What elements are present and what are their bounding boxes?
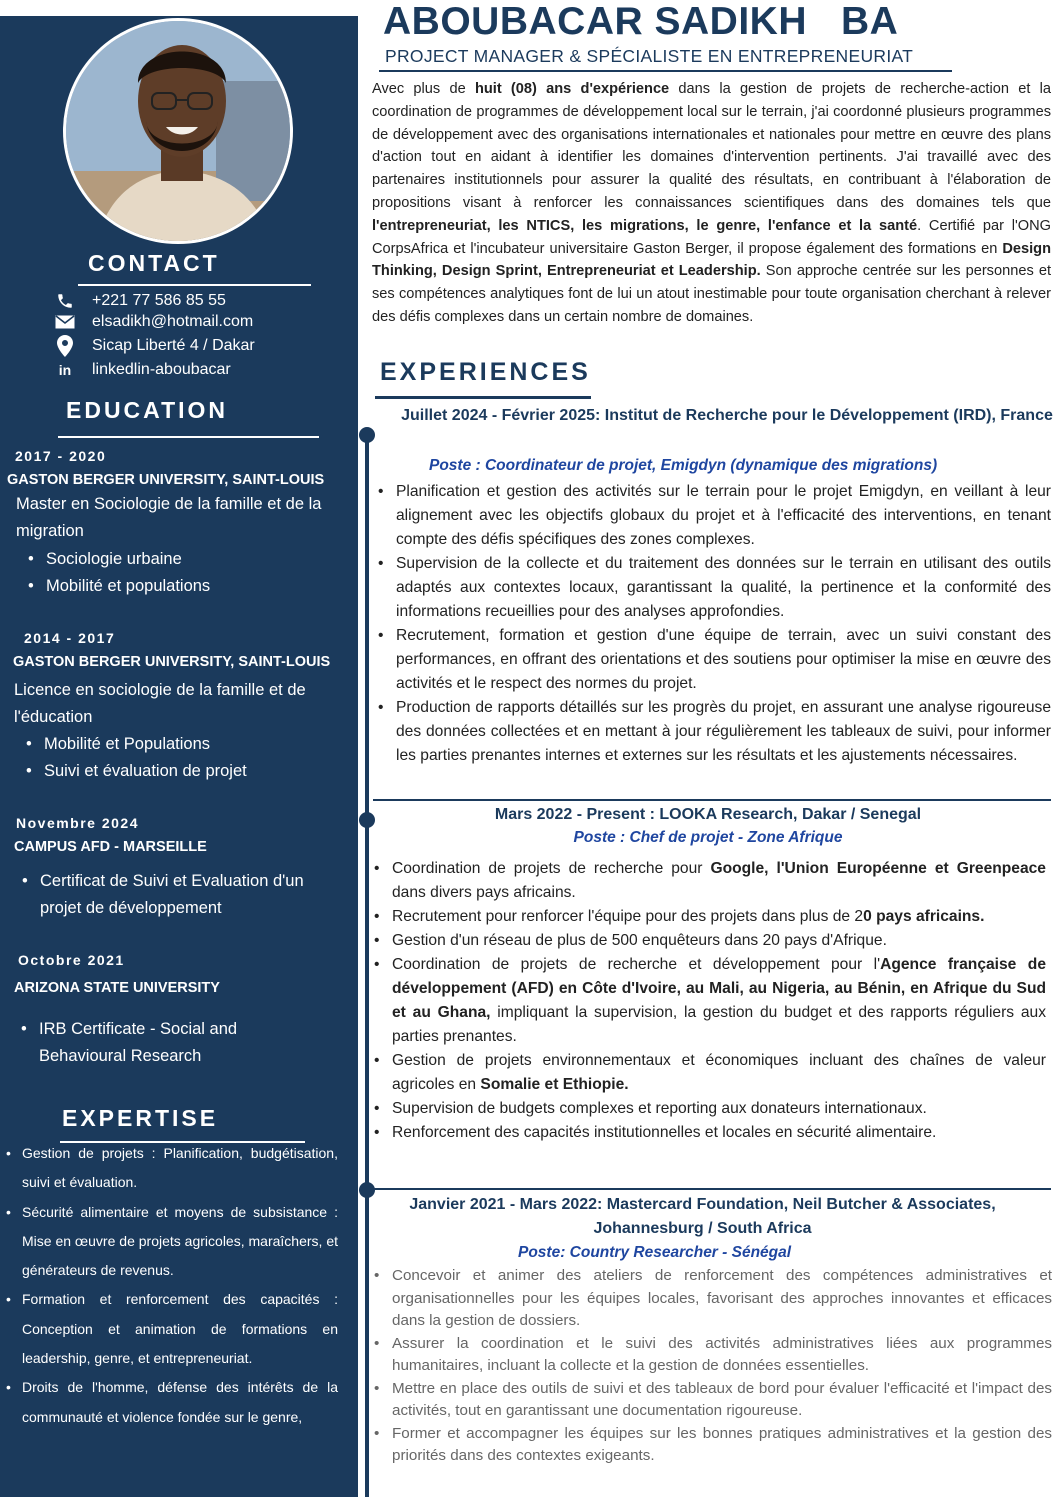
education-degree: Master en Sociologie de la famille et de la migration xyxy=(16,495,322,540)
list-item: • Droits de l'homme, défense des intérêts de la communauté et violence fondée sur le genre, xyxy=(0,1373,338,1432)
list-item-highlight: 0 pays africains. xyxy=(863,908,985,925)
address-text: Sicap Liberté 4 / Dakar xyxy=(92,337,255,354)
location-icon xyxy=(52,335,78,357)
list-item-text: Coordination de projets de recherche pour xyxy=(392,860,711,877)
summary-highlight: l'entrepreneuriat, les NTICS, les migrations, le genre, l'enfance et la santé xyxy=(372,217,918,234)
contact-divider xyxy=(78,284,311,286)
list-item: • Sécurité alimentaire et moyens de subsistance : Mise en œuvre de projets agricoles, maraîchers, et générateurs de revenus. xyxy=(0,1198,338,1286)
contact-address xyxy=(52,335,255,357)
job-title: Juillet 2024 - Février 2025: Institut de Recherche pour le Développement (IRD), France xyxy=(401,407,1053,424)
summary-text: Son approche centrée sur les personnes et ses compétences analytiques font de lui un atout inestimable pour toute organisation cherchant à relever des défis complexes dans un certain nombre de domaines. xyxy=(372,263,1051,325)
contact-phone xyxy=(52,290,226,312)
timeline-dot xyxy=(359,427,375,443)
summary-text: . Certifié par l'ONG CorpsAfrica et l'incubateur universitaire Gaston Berger, il propose également des formations en xyxy=(372,217,1051,257)
list-item: • Sociologie urbaine xyxy=(24,546,210,573)
job-post: Poste : Chef de projet - Zone Afrique xyxy=(573,829,843,846)
contact-heading: CONTACT xyxy=(88,250,220,276)
job-divider xyxy=(373,1188,1051,1190)
education-divider xyxy=(58,436,319,438)
email-text[interactable]: elsadikh@hotmail.com xyxy=(92,313,254,330)
education-degree: Licence en sociologie de la famille et de l'éducation xyxy=(14,681,306,726)
list-item-text: impliquant la supervision, la gestion du budget et des rapports réguliers aux parties prenantes. xyxy=(392,1004,1046,1045)
job-bullets xyxy=(376,480,1051,768)
education-school: ARIZONA STATE UNIVERSITY xyxy=(14,980,220,996)
profile-summary xyxy=(372,78,1051,329)
education-bullets xyxy=(22,731,247,785)
list-item: • Former et accompagner les équipes sur les bonnes pratiques administratives et la gestion des priorités dans des contextes exigeants. xyxy=(372,1423,1052,1468)
list-item-highlight: Google, l'Union Européenne et Greenpeace xyxy=(710,860,1046,877)
experiences-divider xyxy=(375,396,591,399)
linkedin-link[interactable]: linkedlin-aboubacar xyxy=(92,361,231,378)
education-date: Octobre 2021 xyxy=(18,952,125,968)
mail-icon xyxy=(52,315,78,329)
role-divider xyxy=(379,70,952,72)
profile-photo xyxy=(63,18,293,244)
job-title: Janvier 2021 - Mars 2022: Mastercard Foundation, Neil Butcher & Associates, Johannesburg / South Africa xyxy=(409,1196,996,1237)
summary-text: Avec plus de xyxy=(372,81,475,97)
education-bullets xyxy=(17,1016,277,1070)
list-item-text: Recrutement pour renforcer l'équipe pour des projets dans plus de 2 xyxy=(392,908,864,925)
timeline-dot xyxy=(359,1182,375,1198)
education-bullets xyxy=(24,546,210,600)
list-item: • Supervision de la collecte et du traitement des données sur le terrain en utilisant des outils adaptés aux contextes locaux, garantissant la qualité, la pertinence et la conformité des informations recueillies pour des analyses approfondies. xyxy=(376,552,1051,624)
list-item: • Planification et gestion des activités sur le terrain pour le projet Emigdyn, en veillant à leur alignement avec les objectifs globaux du projet et à l'efficacité des interventions, en tenant compte des défis spécifiques des zones complexes. xyxy=(376,480,1051,552)
list-item xyxy=(372,905,1046,929)
phone-text: +221 77 586 85 55 xyxy=(92,292,226,309)
page-title: ABOUBACAR SADIKH BA xyxy=(383,0,899,43)
list-item-text: dans divers pays africains. xyxy=(392,884,576,901)
job-role: PROJECT MANAGER & SPÉCIALISTE EN ENTREPRENEURIAT xyxy=(385,46,914,66)
list-item-highlight: Agence française de développement (AFD) en Côte d'Ivoire, au Mali, au Nigeria, au Bénin, en Afrique du Sud et au Ghana, xyxy=(392,956,1046,1021)
phone-icon xyxy=(52,292,78,310)
education-date: 2017 - 2020 xyxy=(15,448,107,464)
list-item: • Recrutement, formation et gestion d'une équipe de terrain, avec un suivi constant des performances, en offrant des orientations et des soutiens pour optimiser la mise en œuvre des activités et le respect des normes du projet. xyxy=(376,624,1051,696)
job-title: Mars 2022 - Present : LOOKA Research, Dakar / Senegal xyxy=(494,806,922,823)
job-post: Poste : Coordinateur de projet, Emigdyn (dynamique des migrations) xyxy=(429,457,938,474)
education-bullets xyxy=(18,868,318,922)
expertise-list xyxy=(0,1139,338,1432)
list-item: • Certificat de Suivi et Evaluation d'un projet de développement xyxy=(18,868,318,922)
list-item: • Production de rapports détaillés sur les progrès du projet, en assurant une analyse rigoureuse des données collectées et en mettant à jour régulièrement les tableaux de suivi, pour informer les parties prenantes internes et externes sur les résultats et les ajustements nécessaires. xyxy=(376,696,1051,768)
job-bullets xyxy=(372,1265,1052,1468)
job-bullets xyxy=(372,857,1046,1145)
summary-highlight: huit (08) ans d'expérience xyxy=(474,81,670,97)
list-item: • Assurer la coordination et le suivi des activités administratives liées aux programmes humanitaires, incluant la collecte et la gestion de données essentielles. xyxy=(372,1333,1052,1378)
experiences-heading: EXPERIENCES xyxy=(380,358,591,386)
list-item: • Mobilité et populations xyxy=(24,573,210,600)
education-date: 2014 - 2017 xyxy=(24,630,116,646)
expertise-heading: EXPERTISE xyxy=(62,1105,219,1131)
education-date: Novembre 2024 xyxy=(16,815,140,831)
education-heading: EDUCATION xyxy=(66,397,229,423)
summary-highlight: Design Thinking, Design Sprint, Entrepreneuriat et Leadership. xyxy=(372,240,1051,280)
list-item: • Gestion d'un réseau de plus de 500 enquêteurs dans 20 pays d'Afrique. xyxy=(372,929,1046,953)
list-item-text: Coordination de projets de recherche et développement pour l' xyxy=(392,956,881,973)
list-item-highlight: Somalie et Ethiopie. xyxy=(480,1076,629,1093)
education-school: GASTON BERGER UNIVERSITY, SAINT-LOUIS xyxy=(13,654,331,670)
list-item xyxy=(372,953,1046,1049)
list-item xyxy=(372,857,1046,905)
list-item: • Formation et renforcement des capacités : Conception et animation de formations en leadership, genre, et entrepreneuriat. xyxy=(0,1285,338,1373)
list-item: • Suivi et évaluation de projet xyxy=(22,758,247,785)
timeline-line xyxy=(365,434,369,1497)
job-divider xyxy=(373,799,1051,801)
summary-text: dans la gestion de projets de recherche-action et la coordination de programmes de développement local sur le terrain, j'ai coordonné plusieurs programmes de développement avec des organisations internationales et nationales pour mettre en œuvre des plans d'action tout en aidant à identifier les domaines d'intervention pertinents. J'ai travaillé avec des partenaires institutionnels pour assurer la qualité des résultats, en contribuant à l'élaboration de propositions visant à renforcer les connaissances scientifiques dans des domaines tels que xyxy=(372,81,1051,211)
list-item: • Supervision de budgets complexes et reporting aux donateurs internationaux. xyxy=(372,1097,1046,1121)
job-post: Poste: Country Researcher - Sénégal xyxy=(518,1244,792,1261)
list-item xyxy=(372,1049,1046,1097)
list-item: • Gestion de projets : Planification, budgétisation, suivi et évaluation. xyxy=(0,1139,338,1198)
list-item: • IRB Certificate - Social and Behavioural Research xyxy=(17,1016,277,1070)
contact-linkedin xyxy=(52,359,231,381)
education-school: CAMPUS AFD - MARSEILLE xyxy=(14,839,207,855)
list-item: • Concevoir et animer des ateliers de renforcement des compétences administratives et organisationnelles pour les équipes locales, favorisant des approches innovantes et efficaces dans la gestion de dossiers. xyxy=(372,1265,1052,1333)
list-item: • Mobilité et Populations xyxy=(22,731,247,758)
list-item: • Renforcement des capacités institutionnelles et locales en sécurité alimentaire. xyxy=(372,1121,1046,1145)
contact-email xyxy=(52,311,253,333)
list-item: • Mettre en place des outils de suivi et des tableaux de bord pour évaluer l'efficacité et l'impact des activités, tout en garantissant une documentation rigoureuse. xyxy=(372,1378,1052,1423)
list-item-text: Gestion de projets environnementaux et économiques incluant des chaînes de valeur agricoles en xyxy=(392,1052,1046,1093)
education-school: GASTON BERGER UNIVERSITY, SAINT-LOUIS xyxy=(7,472,325,488)
linkedin-icon: in xyxy=(58,362,72,378)
